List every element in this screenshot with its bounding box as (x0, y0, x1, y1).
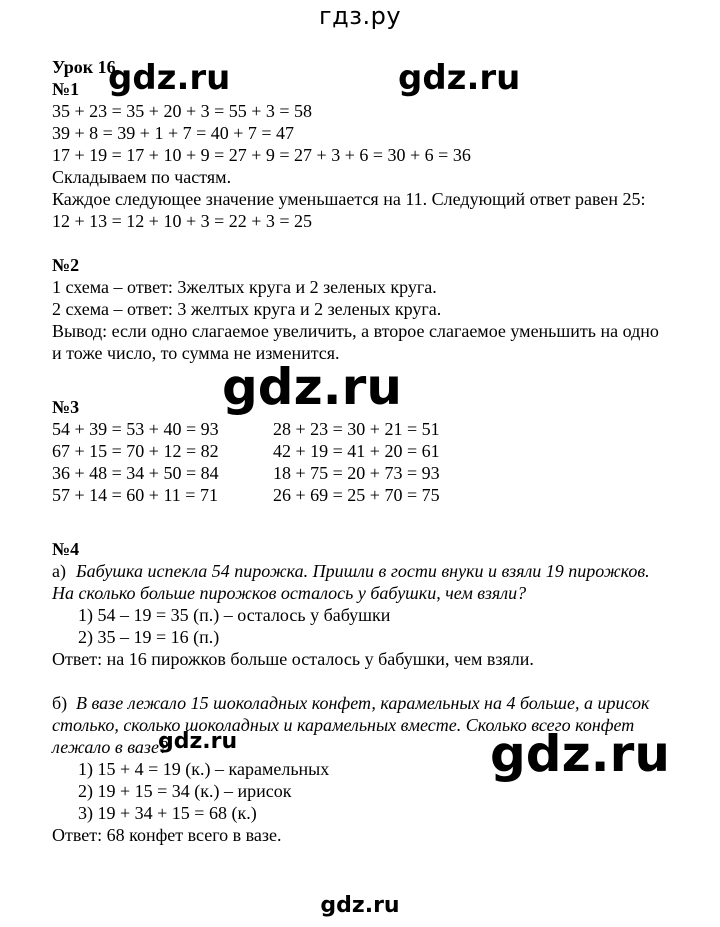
task-3-right-line: 42 + 19 = 41 + 20 = 61 (273, 441, 440, 461)
site-footer: gdz.ru (320, 893, 400, 918)
task-4b-prefix: б) (52, 693, 68, 713)
task-4a-text: Бабушка испекла 54 пирожка. Пришли в гости внуки и взяли 19 пирожков. (76, 561, 650, 581)
task-3-right-line: 18 + 75 = 20 + 73 = 93 (273, 463, 440, 483)
task-1-line: 12 + 13 = 12 + 10 + 3 = 22 + 3 = 25 (52, 211, 313, 231)
task-4a-prefix: а) (52, 561, 66, 581)
task-4-title: №4 (52, 539, 80, 559)
task-4b-step: 1) 15 + 4 = 19 (к.) – карамельных (78, 759, 330, 779)
task-3-left-line: 67 + 15 = 70 + 12 = 82 (52, 441, 219, 461)
task-4a-text: На сколько больше пирожков осталось у бабушки, чем взяли? (52, 583, 527, 603)
task-2-line: и тоже число, то сумма не изменится. (52, 343, 340, 363)
task-4a-step: 1) 54 – 19 = 35 (п.) – осталось у бабушки (78, 605, 391, 625)
task-4b-step: 3) 19 + 34 + 15 = 68 (к.) (78, 803, 257, 823)
task-3-right-line: 26 + 69 = 25 + 70 = 75 (273, 485, 440, 505)
task-1-line: 17 + 19 = 17 + 10 + 9 = 27 + 9 = 27 + 3 + 6 = 30 + 6 = 36 (52, 145, 471, 165)
task-3-left-line: 54 + 39 = 53 + 40 = 93 (52, 419, 219, 439)
task-3-right-line: 28 + 23 = 30 + 21 = 51 (273, 419, 440, 439)
lesson-title: Урок 16. (52, 57, 121, 77)
task-4b-text: столько, сколько шоколадных и карамельных вместе. Сколько всего конфет (52, 715, 635, 735)
task-4a-answer: Ответ: на 16 пирожков больше осталось у бабушки, чем взяли. (52, 649, 534, 669)
watermark: gdz.ru (490, 725, 670, 783)
watermark: gdz.ru (158, 729, 238, 754)
watermark: gdz.ru (108, 58, 231, 98)
task-2-line: 1 схема – ответ: 3желтых круга и 2 зеленых круга. (52, 277, 437, 297)
task-4b-answer: Ответ: 68 конфет всего в вазе. (52, 825, 282, 845)
watermark: gdz.ru (398, 58, 521, 98)
task-1-line: Складываем по частям. (52, 167, 232, 187)
task-3-title: №3 (52, 397, 80, 417)
task-4a-step: 2) 35 – 19 = 16 (п.) (78, 627, 220, 647)
task-1-line: 39 + 8 = 39 + 1 + 7 = 40 + 7 = 47 (52, 123, 295, 143)
task-1-line: 35 + 23 = 35 + 20 + 3 = 55 + 3 = 58 (52, 101, 313, 121)
task-4b-text: лежало в вазе? (52, 737, 168, 757)
task-4b-text: В вазе лежало 15 шоколадных конфет, карамельных на 4 больше, а ирисок (76, 693, 650, 713)
watermark: gdz.ru (222, 358, 402, 416)
task-4b-step: 2) 19 + 15 = 34 (к.) – ирисок (78, 781, 292, 801)
task-3-left-line: 57 + 14 = 60 + 11 = 71 (52, 485, 218, 505)
task-1-title: №1 (52, 79, 80, 99)
task-1-line: Каждое следующее значение уменьшается на 11. Следующий ответ равен 25: (52, 189, 646, 209)
task-2-line: Вывод: если одно слагаемое увеличить, а второе слагаемое уменьшить на одно (52, 321, 659, 341)
task-3-left-line: 36 + 48 = 34 + 50 = 84 (52, 463, 219, 483)
task-2-line: 2 схема – ответ: 3 желтых круга и 2 зеленых круга. (52, 299, 442, 319)
task-2-title: №2 (52, 255, 80, 275)
site-header: гдз.ру (318, 2, 402, 30)
